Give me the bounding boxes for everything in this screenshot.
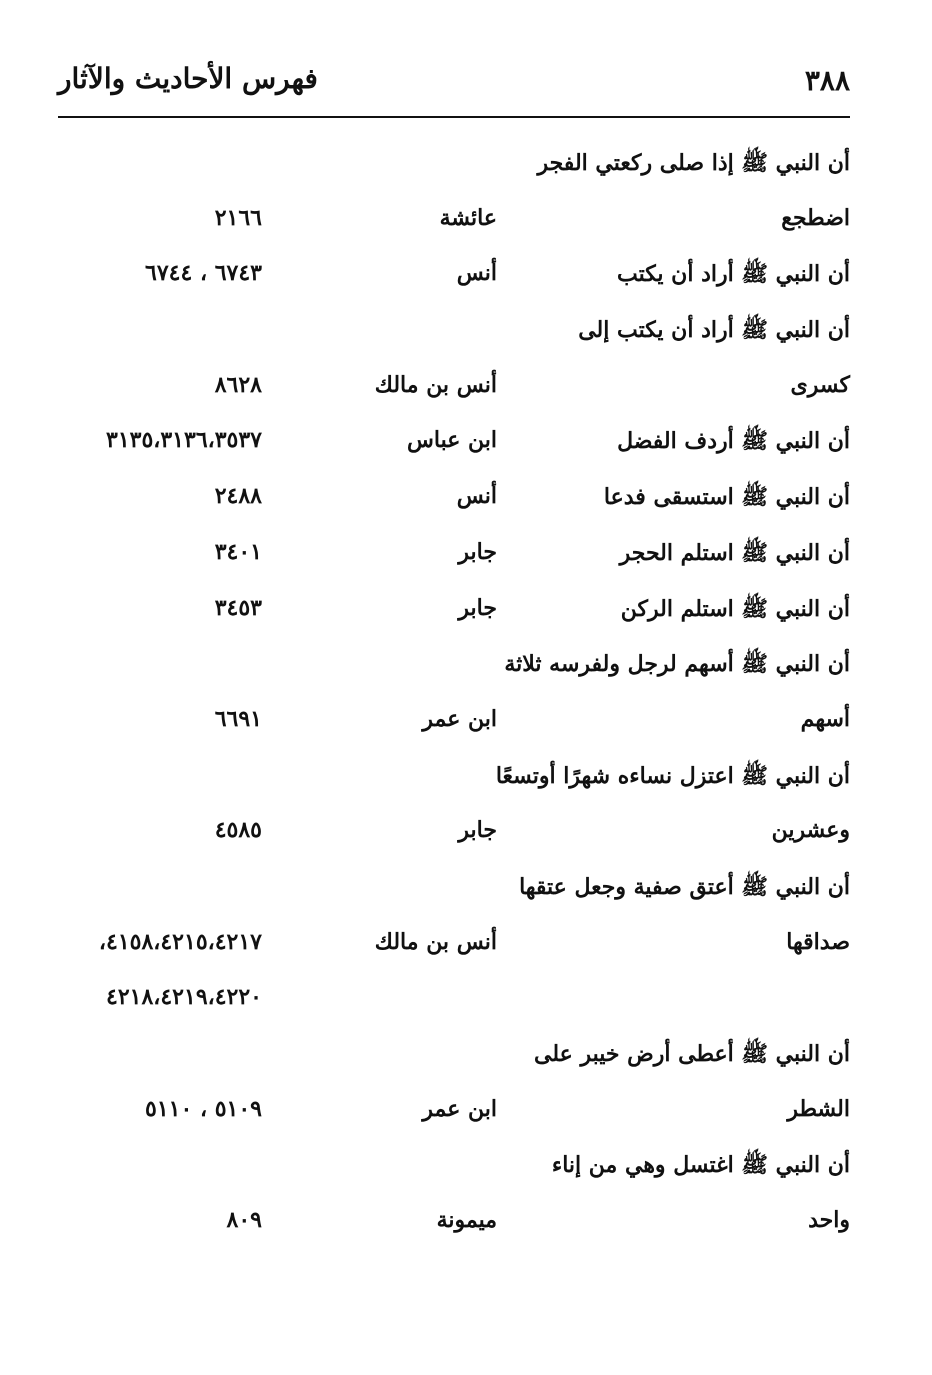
narrator-name: ميمونة — [436, 1207, 497, 1234]
header-rule — [58, 116, 850, 118]
index-row — [58, 1084, 850, 1140]
hadith-text: أن النبي ﷺ أسهم لرجل ولفرسه ثلاثة — [504, 651, 850, 678]
index-row — [58, 694, 850, 750]
hadith-text: أن النبي ﷺ استلم الركن — [620, 595, 850, 622]
narrator-name: أنس بن مالك — [374, 928, 497, 955]
narrator-name: عائشة — [439, 204, 497, 231]
index-row — [58, 1028, 850, 1084]
index-row — [58, 805, 850, 861]
hadith-text: أن النبي ﷺ أعتق صفية وجعل عتقها — [519, 873, 850, 900]
hadith-text: أن النبي ﷺ إذا صلى ركعتي الفجر — [537, 150, 850, 176]
index-row — [58, 583, 850, 639]
narrator-name: جابر — [458, 594, 497, 621]
hadith-text: أن النبي ﷺ استسقى فدعا — [603, 484, 850, 511]
hadith-numbers: ٥١٠٩ ، ٥١١٠ — [145, 1095, 262, 1122]
index-row — [58, 638, 850, 694]
hadith-text: الشطر — [787, 1095, 850, 1122]
hadith-numbers: ٨٠٩ — [226, 1207, 262, 1234]
hadith-text: أن النبي ﷺ اعتزل نساءه شهرًا أوتسعًا — [495, 762, 850, 789]
index-row — [58, 360, 850, 416]
page-number: ٣٨٨ — [804, 64, 850, 97]
hadith-text: واحد — [808, 1207, 850, 1234]
hadith-numbers: ٨٦٢٨ — [214, 371, 262, 398]
hadith-numbers: ٢١٦٦ — [214, 204, 262, 231]
index-row — [58, 861, 850, 917]
index-row — [58, 471, 850, 527]
narrator-name: ابن عمر — [422, 1095, 497, 1122]
narrator-name: ابن عمر — [422, 705, 497, 732]
index-row — [58, 1139, 850, 1195]
hadith-text: أن النبي ﷺ أعطى أرض خيبر على — [534, 1041, 850, 1067]
hadith-index-list — [58, 137, 850, 1251]
index-row — [58, 1195, 850, 1251]
narrator-name: جابر — [458, 817, 497, 844]
hadith-numbers: ٣٤٠١ — [214, 538, 262, 565]
narrator-name: أنس — [456, 260, 497, 287]
page-header — [58, 62, 850, 108]
narrator-name: أنس بن مالك — [374, 371, 497, 398]
hadith-text: أن النبي ﷺ أراد أن يكتب — [617, 261, 850, 288]
hadith-numbers: ٦٦٩١ — [214, 705, 262, 732]
hadith-text: اضطجع — [781, 204, 850, 231]
index-row — [58, 917, 850, 973]
index-row — [58, 972, 850, 1028]
running-title: فهرس الأحاديث والآثار — [58, 62, 318, 95]
hadith-text: صداقها — [786, 928, 850, 955]
hadith-numbers: ٣١٣٥،٣١٣٦،٣٥٣٧ — [106, 427, 262, 454]
index-row — [58, 248, 850, 304]
hadith-text: أن النبي ﷺ أراد أن يكتب إلى — [578, 317, 850, 344]
hadith-numbers: ٤١٥٨،٤٢١٥،٤٢١٧، — [98, 928, 262, 955]
hadith-text: أسهم — [800, 705, 850, 732]
narrator-name: أنس — [456, 483, 497, 510]
narrator-name: ابن عباس — [407, 427, 497, 454]
hadith-text: وعشرين — [771, 817, 850, 844]
narrator-name: جابر — [458, 538, 497, 565]
hadith-text: كسرى — [790, 371, 850, 398]
hadith-numbers: ٦٧٤٣ ، ٦٧٤٤ — [145, 260, 262, 287]
hadith-numbers: ٣٤٥٣ — [214, 594, 262, 621]
index-row — [58, 415, 850, 471]
index-row — [58, 137, 850, 193]
hadith-numbers: ٢٤٨٨ — [214, 483, 262, 510]
index-row — [58, 750, 850, 806]
index-row — [58, 193, 850, 249]
index-row — [58, 304, 850, 360]
index-row — [58, 527, 850, 583]
hadith-numbers: ٤٥٨٥ — [214, 817, 262, 844]
hadith-text: أن النبي ﷺ استلم الحجر — [619, 539, 850, 566]
hadith-text: أن النبي ﷺ أردف الفضل — [617, 428, 850, 455]
hadith-numbers: ٤٢١٨،٤٢١٩،٤٢٢٠ — [106, 984, 262, 1011]
hadith-text: أن النبي ﷺ اغتسل وهي من إناء — [551, 1152, 850, 1179]
